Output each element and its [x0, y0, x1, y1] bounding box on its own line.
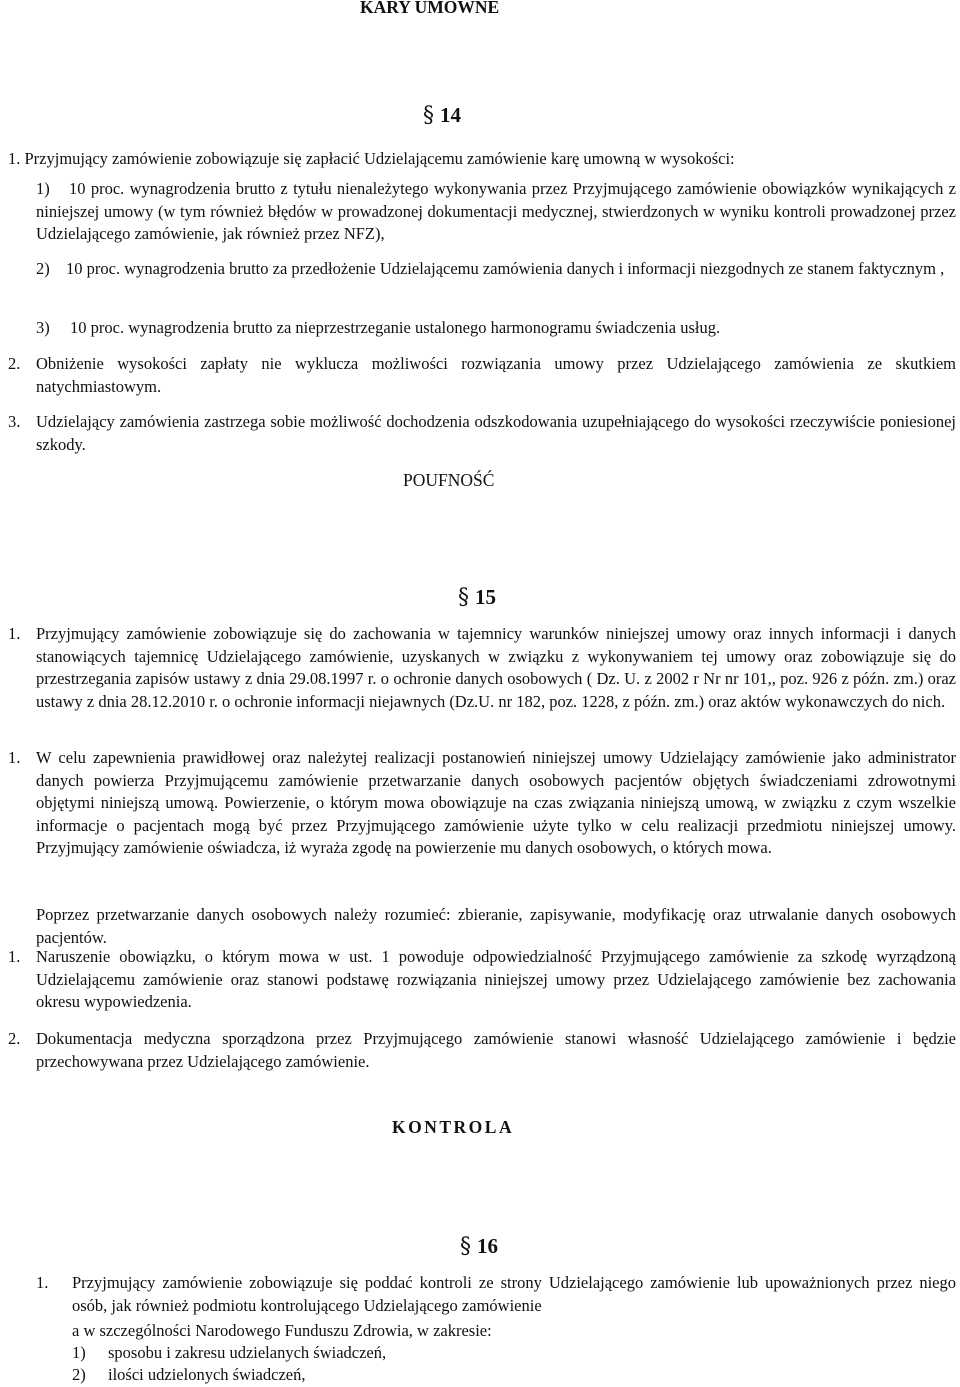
kary-sub-1-text: 10 proc. wynagrodzenia brutto z tytułu nienależytego wykonywania przez Przyjmującego zamówienie obowiązków wynikających z niniejszej umowy (w tym również błędów w prowadzonej dokumentacji medycznej, stwierdzonych w wyniku kontroli prowadzonej przez Udzielającego zamówienie, jak również przez NFZ), [36, 179, 956, 243]
kontrola-item-1-num: 1. [36, 1273, 49, 1292]
kary-item-3-num: 3. [8, 412, 21, 431]
kontrola-item-1-text: Przyjmujący zamówienie zobowiązuje się poddać kontroli ze strony Udzielającego zamówienie lub upoważnionych przez niego osób, jak również podmiotu kontrolującego Udzielającego zamówienie [72, 1273, 956, 1315]
kary-item-1: 1. Przyjmujący zamówienie zobowiązuje się zapłacić Udzielającemu zamówienie karę umowną w wysokości: [8, 149, 735, 168]
poufnosc-paragraph: Poprzez przetwarzanie danych osobowych należy rozumieć: zbieranie, zapisywanie, modyfikację oraz utrwalanie danych osobowych pacjentów. [36, 905, 956, 947]
section-16-heading [460, 1235, 498, 1258]
kontrola-title: KONTROLA [392, 1117, 515, 1137]
kary-sub-2-text: 10 proc. wynagrodzenia brutto za przedłożenie Udzielającemu zamówienia danych i informacji niezgodnych ze stanem faktycznym , [66, 259, 945, 278]
kary-sub-3-num: 3) [36, 318, 50, 337]
kontrola-list-item-1-num: 1) [72, 1343, 86, 1362]
kary-sub-1-num: 1) [36, 179, 50, 198]
poufnosc-item-4-text: Dokumentacja medyczna sporządzona przez Przyjmującego zamówienie stanowi własność Udzielającego zamówienie i będzie przechowywana przez Udzielającego zamówienie. [36, 1029, 956, 1071]
kontrola-list-item-2-num: 2) [72, 1365, 86, 1384]
kary-sub-2-num: 2) [36, 259, 50, 278]
section-symbol: § [458, 585, 469, 610]
section-number: 16 [477, 1234, 498, 1258]
section-number: 14 [440, 103, 461, 127]
poufnosc-title: POUFNOŚĆ [403, 470, 495, 490]
kary-title: KARY UMOWNE [360, 0, 500, 17]
poufnosc-item-2-text: W celu zapewnienia prawidłowej oraz należytej realizacji postanowień niniejszej umowy Udzielający zamówienie jako administrator danych powierza Przyjmującemu zamówienie przetwarzanie danych osobowych pacjentów objętych świadczeniami zdrowotnymi objętymi niniejszą umową. Powierzenie, o którym mowa obowiązuje na czas związania niniejszą umową, w związku z czym wszelkie informacje o pacjentach mogą być przez Przyjmującego zamówienie użyte tylko w celu realizacji przedmiotu niniejszej umowy. Przyjmujący zamówienie oświadcza, iż wyraża zgodę na powierzenie mu danych osobowych, o których mowa. [36, 748, 956, 857]
poufnosc-item-4-num: 2. [8, 1029, 21, 1048]
section-symbol: § [460, 1234, 471, 1259]
poufnosc-item-1-text: Przyjmujący zamówienie zobowiązuje się do zachowania w tajemnicy warunków niniejszej umowy oraz innych informacji i danych stanowiących tajemnicę Udzielającego zamówienie, uzyskanych w związku z wykonywaniem tej umowy oraz zobowiązuje się do przestrzegania zapisów ustawy z dnia 29.08.1997 r. o ochronie danych osobowych ( Dz. U. z 2002 r Nr nr 101,, poz. 926 z późn. zm.) oraz ustawy z dnia 28.12.2010 r. o ochronie informacji niejawnych (Dz.U. nr 182, poz. 1228, z późn. zm.) oraz aktów wykonawczych do nich. [36, 624, 956, 711]
section-symbol: § [423, 103, 434, 128]
section-14-heading [423, 104, 461, 127]
poufnosc-item-1-num: 1. [8, 624, 21, 643]
kontrola-list-item-2-text: ilości udzielonych świadczeń, [108, 1365, 306, 1384]
kary-item-2-text: Obniżenie wysokości zapłaty nie wyklucza możliwości rozwiązania umowy przez Udzielającego zamówienia ze skutkiem natychmiastowym. [36, 354, 956, 396]
kontrola-list-item-1-text: sposobu i zakresu udzielanych świadczeń, [108, 1343, 387, 1362]
kontrola-item-1-cont: a w szczególności Narodowego Funduszu Zdrowia, w zakresie: [72, 1321, 492, 1340]
poufnosc-item-3-text: Naruszenie obowiązku, o którym mowa w ust. 1 powoduje odpowiedzialność Przyjmującego zamówienie za szkodę wyrządzoną Udzielającemu zamówienie oraz stanowi podstawę rozwiązania niniejszej umowy przez Udzielającego zamówienie bez zachowania okresu wypowiedzenia. [36, 947, 956, 1011]
section-number: 15 [475, 585, 496, 609]
kary-sub-3-text: 10 proc. wynagrodzenia brutto za nieprzestrzeganie ustalonego harmonogramu świadczenia usług. [70, 318, 721, 337]
kary-item-3-text: Udzielający zamówienia zastrzega sobie możliwość dochodzenia odszkodowania uzupełniającego do wysokości rzeczywiście poniesionej szkody. [36, 412, 956, 454]
poufnosc-item-2-num: 1. [8, 748, 21, 767]
section-15-heading [458, 586, 496, 609]
poufnosc-item-3-num: 1. [8, 947, 21, 966]
kary-item-2-num: 2. [8, 354, 21, 373]
